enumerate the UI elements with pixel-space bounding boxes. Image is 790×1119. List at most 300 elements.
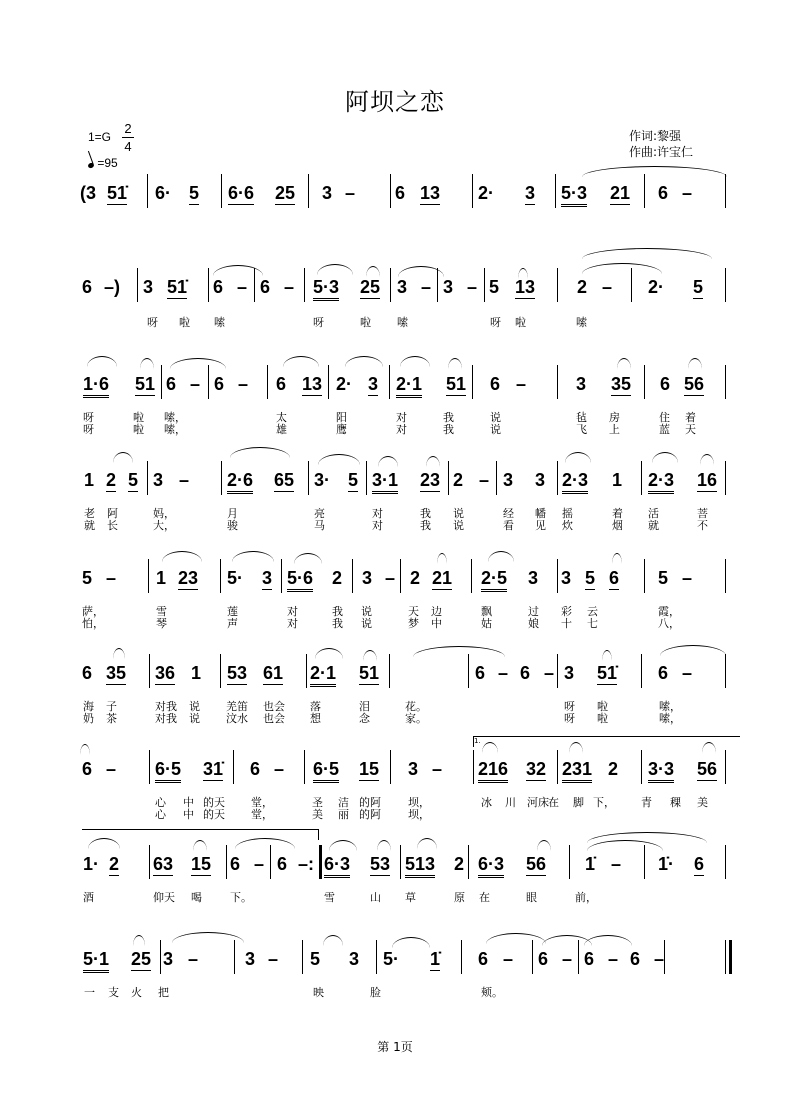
note: 3 [368, 374, 379, 394]
note: 6·3 [478, 853, 504, 878]
note: 5·3 [313, 276, 339, 301]
note: 1̇ [585, 854, 596, 874]
lyric-verse-2: 奶 [83, 712, 94, 725]
bar-line [267, 365, 268, 399]
lyric-verse-2: 对 [372, 519, 383, 532]
lyric-verse-1: 美 [697, 796, 708, 809]
bar-line [557, 559, 558, 593]
note: 3 [528, 568, 539, 588]
bar-line [149, 845, 150, 879]
lyric: 呀 [147, 316, 158, 329]
note: 2· [648, 277, 665, 297]
lyric-verse-2: 说 [453, 519, 464, 532]
note: – [467, 277, 478, 297]
lyric-verse-1: 菩 [697, 507, 708, 520]
note: 32 [526, 759, 547, 779]
note: –) [104, 277, 121, 297]
note: 6 [250, 759, 261, 779]
lyric-verse-1: 经 [503, 507, 514, 520]
lyric-verse-1: 原 [454, 891, 465, 904]
bar-line [270, 845, 271, 879]
lyric-verse-2: 我 [443, 423, 454, 436]
slur-tie [170, 358, 226, 369]
lyric-verse-1: 草 [405, 891, 416, 904]
lyric-verse-1: 妈， [153, 507, 175, 520]
time-signature-top: 2 [124, 121, 132, 136]
note: – [479, 470, 490, 490]
note: 1 [612, 470, 623, 490]
time-signature-bottom: 4 [124, 139, 132, 154]
note: 3 [408, 759, 419, 779]
note: 25 [131, 949, 152, 969]
note: – [345, 183, 356, 203]
volta-bracket-1-end [82, 829, 319, 840]
lyric-verse-2: 大， [153, 519, 175, 532]
lyric-verse-2: 嗦， [164, 423, 186, 436]
lyric-verse-2: 八， [658, 617, 680, 630]
slur-tie [417, 838, 437, 849]
note: 6 [694, 854, 705, 874]
composer: 作曲:许宝仁 [629, 145, 694, 159]
note: – [654, 949, 665, 969]
bar-line [306, 654, 307, 688]
note: 25 [275, 183, 296, 203]
note: 1̇· [658, 854, 675, 874]
lyric-verse-1: 对 [372, 507, 383, 520]
note: – [421, 277, 432, 297]
lyric-verse-2: 见 [535, 519, 546, 532]
note: – [682, 663, 693, 683]
lyric-verse-2: 上 [609, 423, 620, 436]
lyric-verse-1: 把 [158, 986, 169, 999]
bar-line [725, 750, 726, 784]
slur-tie [80, 744, 90, 755]
slur-tie [400, 356, 430, 367]
lyric-verse-1: 坝， [408, 796, 430, 809]
lyric-verse-1: 脸 [370, 986, 381, 999]
note: 25 [360, 277, 381, 297]
lyric-verse-2: 鹰 [336, 423, 347, 436]
note: – [254, 854, 265, 874]
lyric-verse-1: 雪 [324, 891, 335, 904]
note: – [238, 374, 249, 394]
bar-line [302, 940, 303, 974]
note: 35 [611, 374, 632, 394]
note: 51̇ [107, 183, 128, 203]
lyric-verse-2: 琴 [156, 617, 167, 630]
note: 2·5 [481, 567, 507, 592]
tempo-marking [88, 156, 118, 170]
note: 3 [564, 663, 575, 683]
lyricist: 作词:黎强 [629, 129, 682, 143]
bar-line [149, 654, 150, 688]
lyric-verse-1: 子 [106, 700, 117, 713]
lyric-verse-2: 马 [314, 519, 325, 532]
lyric-verse-1: 莲 [227, 605, 238, 618]
note: 6 [538, 949, 549, 969]
lyric-verse-1: 老 [84, 507, 95, 520]
lyric-verse-1: 颊。 [481, 986, 503, 999]
note: 2·3 [562, 469, 588, 494]
bar-line [221, 174, 222, 208]
quarter-note-icon [87, 162, 94, 169]
slur-tie [700, 454, 714, 465]
bar-line [376, 940, 377, 974]
note: 2 [577, 277, 588, 297]
note: 51̇ [167, 277, 188, 297]
bar-line [473, 750, 474, 784]
note: 36 [155, 663, 176, 683]
lyric-verse-1: 花。 [405, 700, 427, 713]
note: 3·1 [372, 469, 398, 494]
note: – [562, 949, 573, 969]
bar-line [161, 365, 162, 399]
slur-tie [294, 553, 322, 564]
lyric: 啦 [179, 316, 190, 329]
note: 3 [153, 470, 164, 490]
note: 5·1 [83, 948, 109, 973]
note: 3 [397, 277, 408, 297]
lyric: 嗦 [397, 316, 408, 329]
page-number: 第 1页 [377, 1040, 413, 1054]
lyric-verse-1: 对我 [155, 700, 177, 713]
note: 6·5 [313, 758, 339, 783]
lyric-verse-2: 心 [155, 808, 166, 821]
slur-tie [413, 646, 505, 657]
note: 2· [478, 183, 495, 203]
lyric-verse-2: 嗦， [659, 712, 681, 725]
lyric-verse-2: 姑 [481, 617, 492, 630]
lyric-verse-1: 对 [396, 411, 407, 424]
bar-line [725, 559, 726, 593]
note: 51̇ [597, 663, 618, 683]
note: 3 [349, 949, 360, 969]
bar-line [304, 268, 305, 302]
lyric-verse-1: 一 [84, 986, 95, 999]
lyric-verse-2: 坝， [408, 808, 430, 821]
lyric-verse-1: 河床 [527, 796, 549, 809]
note: 6 [630, 949, 641, 969]
bar-line [555, 174, 556, 208]
lyric-verse-1: 心 [155, 796, 166, 809]
lyric-verse-1: 在 [548, 796, 559, 809]
lyric-verse-1: 活 [648, 507, 659, 520]
lyric-verse-1: 喝 [191, 891, 202, 904]
bar-line [220, 654, 221, 688]
lyric-verse-1: 冰 [481, 796, 492, 809]
note: 2 [410, 568, 421, 588]
final-bar-line [729, 940, 732, 974]
lyric-verse-1: 住 [659, 411, 670, 424]
slur-tie [448, 358, 462, 369]
note: 3 [322, 183, 333, 203]
lyric-verse-2: 烟 [612, 519, 623, 532]
lyric-verse-2: 想 [310, 712, 321, 725]
note: 6 [660, 374, 671, 394]
note: 6 [658, 663, 669, 683]
bar-line [725, 461, 726, 495]
lyric-verse-2: 对 [287, 617, 298, 630]
note: 5 [310, 949, 321, 969]
note: 2 [109, 854, 120, 874]
note: 2·1 [310, 662, 336, 687]
slur-tie [617, 358, 631, 369]
lyric-verse-2: 梦 [408, 617, 419, 630]
note: 13 [420, 183, 441, 203]
note: 61 [263, 663, 284, 683]
bar-line [557, 365, 558, 399]
slur-tie [486, 933, 546, 944]
lyric-verse-1: 堂， [251, 796, 273, 809]
note: 5· [227, 568, 244, 588]
note: (3 [80, 183, 97, 203]
lyric-verse-2: 蓝 [659, 423, 670, 436]
lyric-verse-2: 天 [685, 423, 696, 436]
note: 53 [227, 663, 248, 683]
lyric-verse-1: 雪 [156, 605, 167, 618]
slur-tie [172, 932, 244, 943]
slur-tie [612, 553, 622, 564]
note: 13 [302, 374, 323, 394]
lyric-verse-2: 说 [189, 712, 200, 725]
bar-line [389, 365, 390, 399]
note: 6·3 [324, 853, 350, 878]
note: 216 [478, 758, 508, 783]
bar-line [390, 268, 391, 302]
note: 2 [608, 759, 619, 779]
lyric-verse-1: 呀 [83, 411, 94, 424]
note: 3 [535, 470, 546, 490]
slur-tie [437, 553, 447, 564]
bar-line [496, 461, 497, 495]
lyric-verse-2: 美 [312, 808, 323, 821]
note: 6 [230, 854, 241, 874]
lyric-verse-2: 七 [587, 617, 598, 630]
bar-line [725, 940, 726, 974]
slur-tie [230, 447, 290, 458]
lyric-verse-2: 也会 [263, 712, 285, 725]
note: 23 [178, 568, 199, 588]
lyric-verse-1: 脚 [573, 796, 584, 809]
bar-line [664, 940, 665, 974]
lyric-verse-1: 仰天 [153, 891, 175, 904]
lyric-verse-1: 呀 [564, 700, 575, 713]
lyric-verse-2: 堂， [251, 808, 273, 821]
note: 2 [454, 854, 465, 874]
bar-line [233, 750, 234, 784]
note: 35 [106, 663, 127, 683]
note: 5· [383, 949, 400, 969]
lyric-verse-1: 阳 [336, 411, 347, 424]
lyric-verse-1: 云 [587, 605, 598, 618]
lyric-verse-1: 火 [131, 986, 142, 999]
slur-tie [113, 648, 125, 659]
lyric-verse-1: 啦 [597, 700, 608, 713]
bar-line [644, 365, 645, 399]
note: 13 [515, 277, 536, 297]
lyric-verse-1: 幡 [535, 507, 546, 520]
note: 51 [446, 374, 467, 394]
bar-line [557, 654, 558, 688]
note: 3 [525, 183, 536, 203]
note: 63 [153, 854, 174, 874]
slur-tie [363, 650, 377, 661]
lyric-verse-1: 映 [313, 986, 324, 999]
lyric-verse-1: 的阿 [359, 796, 381, 809]
bar-line [532, 940, 533, 974]
note: – [682, 183, 693, 203]
lyric-verse-2: 声 [227, 617, 238, 630]
bar-line [220, 559, 221, 593]
note: 5 [585, 568, 596, 588]
lyric-verse-1: 下。 [230, 891, 252, 904]
note: 3 [362, 568, 373, 588]
slur-tie [87, 356, 117, 367]
note: 56 [526, 854, 547, 874]
note: 6 [276, 374, 287, 394]
bar-line [472, 174, 473, 208]
note: 15 [359, 759, 380, 779]
note: 3 [503, 470, 514, 490]
bar-line [390, 750, 391, 784]
bar-line [308, 174, 309, 208]
bar-line [234, 940, 235, 974]
bar-line [389, 654, 390, 688]
note: – [432, 759, 443, 779]
lyric-verse-1: 毡 [576, 411, 587, 424]
bar-line [147, 174, 148, 208]
note: 513 [405, 853, 435, 878]
bar-line [557, 461, 558, 495]
note: – [385, 568, 396, 588]
note: 3 [262, 568, 273, 588]
note: 3 [245, 949, 256, 969]
bar-line [400, 559, 401, 593]
lyric: 啦 [515, 316, 526, 329]
note: 2· [336, 374, 353, 394]
slur-tie [652, 452, 678, 463]
lyric-verse-1: 海 [83, 700, 94, 713]
bar-line [725, 268, 726, 302]
lyric-verse-1: 萨， [82, 605, 104, 618]
lyric-verse-2: 就 [84, 519, 95, 532]
note: 6 [490, 374, 501, 394]
bar-line [208, 365, 209, 399]
slur-tie [584, 935, 632, 946]
lyric-verse-1: 着 [612, 507, 623, 520]
bar-line [725, 174, 726, 208]
lyric-verse-1: 说 [361, 605, 372, 618]
note: 231 [562, 758, 592, 783]
lyric-verse-1: 中 [183, 796, 194, 809]
bar-line [484, 268, 485, 302]
lyric-verse-1: 酒 [83, 891, 94, 904]
lyric-verse-1: 稞 [670, 796, 681, 809]
bar-line [147, 461, 148, 495]
lyric-verse-1: 亮 [314, 507, 325, 520]
lyric-verse-1: 天 [408, 605, 419, 618]
note: 2·6 [227, 469, 253, 494]
lyric-verse-2: 汶水 [226, 712, 248, 725]
bar-line [328, 365, 329, 399]
bar-line [557, 268, 558, 302]
note: – [190, 374, 201, 394]
lyric-verse-2: 茶 [106, 712, 117, 725]
slur-tie [140, 358, 154, 369]
note: 6 [213, 277, 224, 297]
lyric-verse-2: 飞 [576, 423, 587, 436]
note: 51 [359, 663, 380, 683]
lyric-verse-2: 中 [183, 808, 194, 821]
note: 6 [658, 183, 669, 203]
note: 6 [214, 374, 225, 394]
lyric-verse-1: 月 [227, 507, 238, 520]
lyric-verse-1: 霞， [658, 605, 680, 618]
tempo-value: =95 [97, 156, 118, 170]
note: – [179, 470, 190, 490]
slur-tie [283, 356, 319, 367]
note: – [682, 568, 693, 588]
credits [629, 128, 693, 160]
note: 56 [684, 374, 705, 394]
lyric-verse-1: 说 [453, 507, 464, 520]
lyric-verse-2: 念 [359, 712, 370, 725]
slur-tie [565, 452, 591, 463]
note: – [544, 663, 555, 683]
note: 6 [520, 663, 531, 683]
bar-line [149, 750, 150, 784]
note: 56 [697, 759, 718, 779]
lyric: 呀 [490, 316, 501, 329]
bar-line [461, 940, 462, 974]
lyric-verse-2: 就 [648, 519, 659, 532]
slur-tie [317, 264, 353, 275]
bar-line [468, 654, 469, 688]
bar-line [226, 845, 227, 879]
lyric-verse-1: 阿 [107, 507, 118, 520]
slur-tie [688, 358, 702, 369]
lyric-verse-1: 我 [332, 605, 343, 618]
lyric-verse-2: 我 [332, 617, 343, 630]
lyric-verse-2: 对我 [155, 712, 177, 725]
slur-tie [213, 265, 263, 276]
note: 1̇ [430, 949, 441, 969]
slur-tie [318, 454, 360, 465]
note: 5 [693, 277, 704, 297]
note: 5·3 [561, 182, 587, 207]
lyric-verse-1: 泪 [359, 700, 370, 713]
lyric-verse-2: 炊 [562, 519, 573, 532]
lyric-verse-1: 圣 [312, 796, 323, 809]
lyric-verse-1: 对 [287, 605, 298, 618]
slur-tie [315, 648, 343, 659]
lyric-verse-2: 不 [697, 519, 708, 532]
bar-line [160, 940, 161, 974]
lyric-verse-2: 的天 [203, 808, 225, 821]
note: 15 [191, 854, 212, 874]
note: – [237, 277, 248, 297]
note: 6 [609, 568, 620, 588]
note: – [268, 949, 279, 969]
bar-line [641, 461, 642, 495]
lyric-verse-2: 怕， [82, 617, 104, 630]
lyric-verse-1: 支 [108, 986, 119, 999]
note: 6 [584, 949, 595, 969]
bar-line [221, 461, 222, 495]
note: 3 [561, 568, 572, 588]
note: – [608, 949, 619, 969]
note: – [274, 759, 285, 779]
